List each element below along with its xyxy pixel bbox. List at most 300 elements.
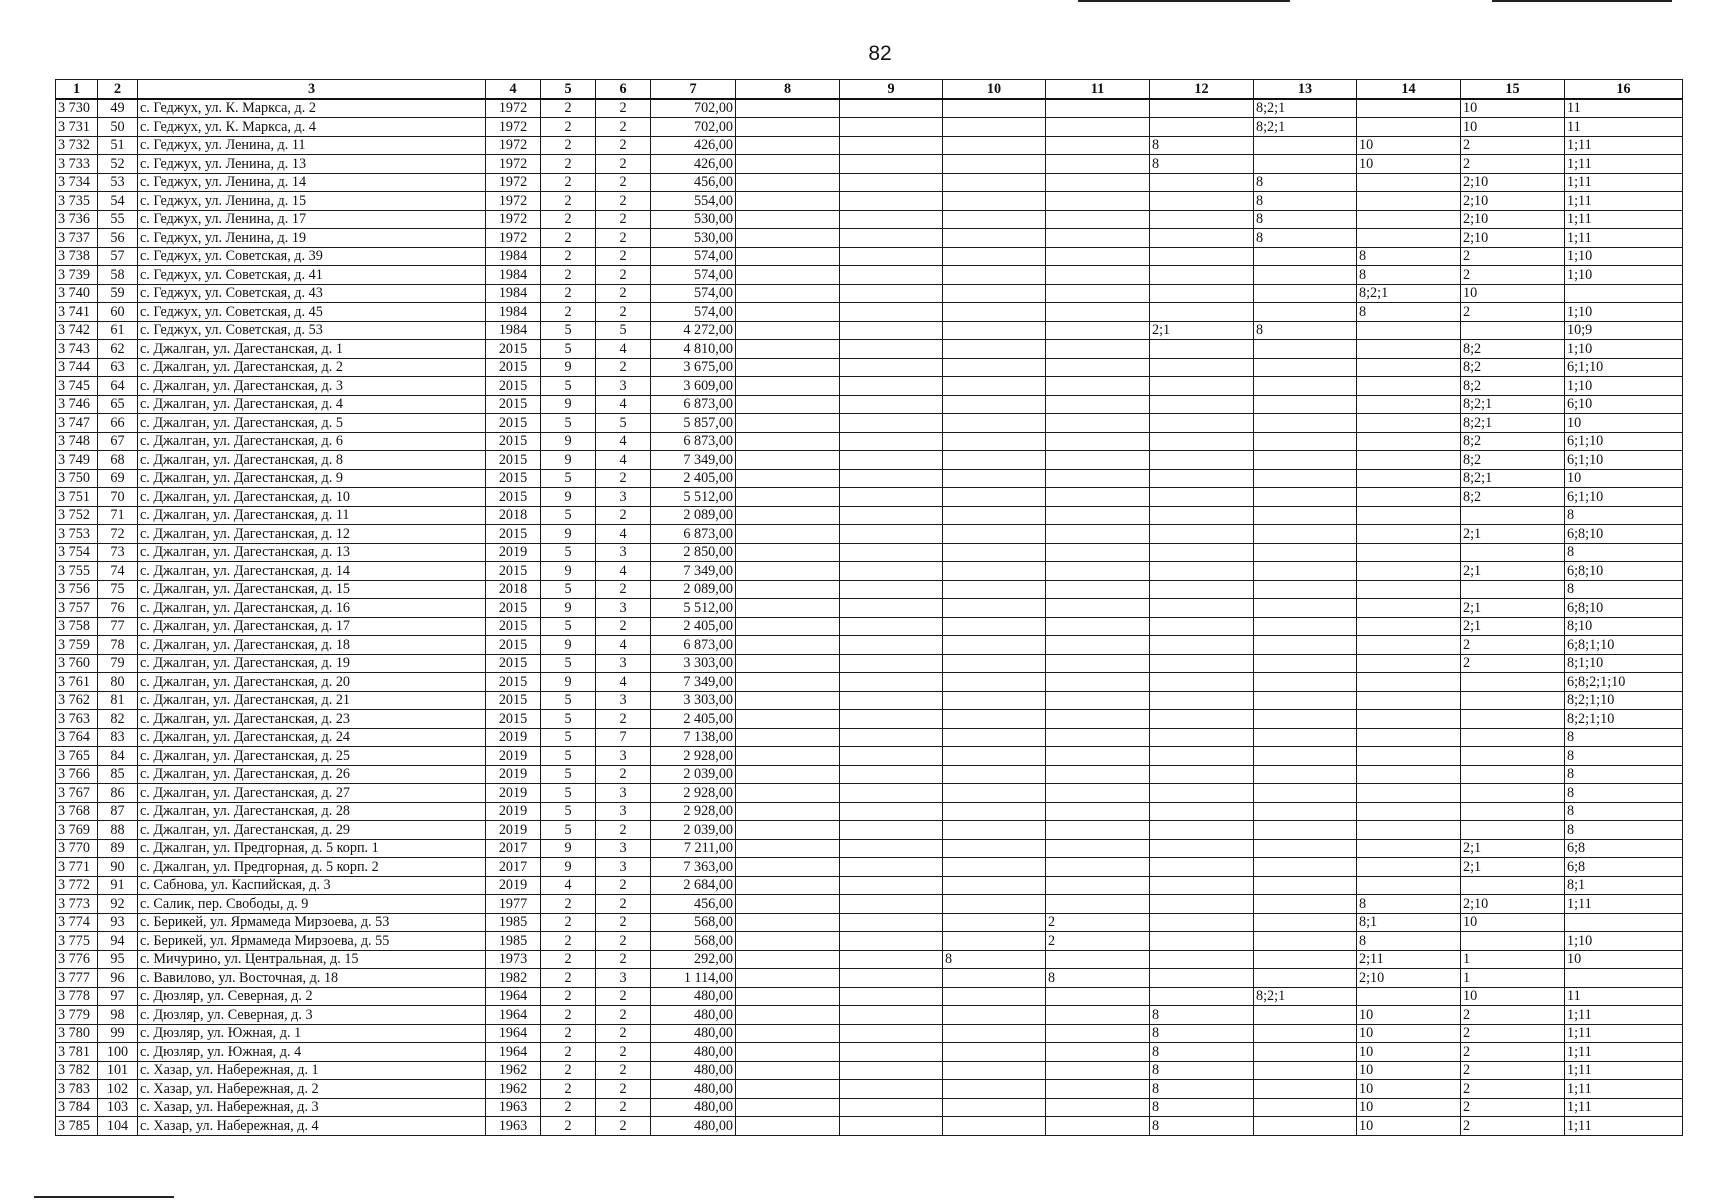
table-cell [1461, 321, 1565, 340]
table-cell [1254, 913, 1357, 932]
table-cell [1357, 617, 1461, 636]
table-cell [1254, 284, 1357, 303]
table-row [56, 599, 1683, 618]
table-cell [1046, 876, 1150, 895]
table-cell: 5 [541, 377, 596, 396]
table-cell: 3 [596, 654, 651, 673]
table-cell: 8;2 [1461, 488, 1565, 507]
table-cell [1357, 562, 1461, 581]
table-cell [1150, 377, 1254, 396]
table-cell [840, 876, 943, 895]
table-cell: с. Джалган, ул. Дагестанская, д. 16 [138, 599, 486, 618]
table-cell: 54 [98, 192, 138, 211]
table-cell [1150, 173, 1254, 192]
table-cell [1254, 821, 1357, 840]
table-cell: 6;10 [1565, 395, 1683, 414]
table-cell [943, 876, 1046, 895]
table-cell: 2015 [486, 710, 541, 729]
table-cell: 4 [596, 432, 651, 451]
table-cell: 4 272,00 [651, 321, 736, 340]
table-cell [1254, 858, 1357, 877]
table-cell: 97 [98, 987, 138, 1006]
table-cell: 10 [1357, 1117, 1461, 1136]
table-cell [736, 1061, 840, 1080]
table-cell [1254, 488, 1357, 507]
table-row [56, 303, 1683, 322]
table-cell: 3 759 [56, 636, 98, 655]
table-cell: 4 810,00 [651, 340, 736, 359]
table-cell [1357, 229, 1461, 248]
table-cell: 10 [1565, 414, 1683, 433]
table-cell [840, 1061, 943, 1080]
table-cell: 2 [541, 1006, 596, 1025]
table-cell: 2 [596, 1006, 651, 1025]
table-cell [1254, 895, 1357, 914]
table-cell: 1972 [486, 155, 541, 174]
table-row [56, 913, 1683, 932]
table-cell: 1;10 [1565, 932, 1683, 951]
table-cell: 1972 [486, 99, 541, 118]
table-cell: 3 773 [56, 895, 98, 914]
table-cell: 9 [541, 636, 596, 655]
table-cell [736, 858, 840, 877]
table-cell [943, 839, 1046, 858]
table-row [56, 821, 1683, 840]
table-cell: 8 [1150, 1024, 1254, 1043]
table-row [56, 858, 1683, 877]
table-cell: 2 [541, 118, 596, 137]
table-row [56, 1117, 1683, 1136]
table-cell [736, 932, 840, 951]
table-cell: 8 [1254, 173, 1357, 192]
table-cell [1461, 747, 1565, 766]
table-cell [943, 691, 1046, 710]
table-cell: 57 [98, 247, 138, 266]
table-cell: 3 772 [56, 876, 98, 895]
table-cell [736, 377, 840, 396]
table-cell: 3 732 [56, 136, 98, 155]
table-cell [840, 765, 943, 784]
table-cell: 2015 [486, 673, 541, 692]
table-cell: 3 [596, 691, 651, 710]
table-cell [943, 210, 1046, 229]
table-cell [1461, 543, 1565, 562]
table-cell: 2;10 [1461, 895, 1565, 914]
table-cell: 7 363,00 [651, 858, 736, 877]
table-cell: 2;1 [1461, 617, 1565, 636]
table-cell [1046, 118, 1150, 137]
table-cell: с. Джалган, ул. Дагестанская, д. 3 [138, 377, 486, 396]
table-cell: 10 [1357, 155, 1461, 174]
table-cell: 1964 [486, 1006, 541, 1025]
table-cell [1357, 173, 1461, 192]
table-cell: 72 [98, 525, 138, 544]
table-cell: 574,00 [651, 266, 736, 285]
table-cell [1046, 636, 1150, 655]
table-cell: 102 [98, 1080, 138, 1099]
table-cell: 1;11 [1565, 895, 1683, 914]
table-cell: 3 303,00 [651, 654, 736, 673]
table-cell [943, 358, 1046, 377]
table-cell: 3 [596, 747, 651, 766]
table-cell [1357, 654, 1461, 673]
table-cell: 2 405,00 [651, 710, 736, 729]
table-cell: 6;1;10 [1565, 451, 1683, 470]
table-cell: 6 873,00 [651, 432, 736, 451]
table-cell: 2 [596, 876, 651, 895]
table-cell: с. Берикей, ул. Ярмамеда Мирзоева, д. 53 [138, 913, 486, 932]
table-cell [1461, 821, 1565, 840]
table-cell: 6;8 [1565, 858, 1683, 877]
table-cell: 1;10 [1565, 247, 1683, 266]
table-cell: 1985 [486, 913, 541, 932]
table-cell: 8 [1254, 229, 1357, 248]
table-cell: 2 [541, 284, 596, 303]
table-cell: 2 [596, 950, 651, 969]
table-cell [1150, 673, 1254, 692]
table-cell [1357, 673, 1461, 692]
table-cell: 4 [596, 562, 651, 581]
table-cell: 2 [541, 1043, 596, 1062]
table-cell: 8 [1565, 765, 1683, 784]
table-cell [1254, 506, 1357, 525]
table-cell [840, 987, 943, 1006]
table-cell [840, 1098, 943, 1117]
table-cell [1150, 728, 1254, 747]
table-cell [1254, 747, 1357, 766]
table-cell [736, 895, 840, 914]
table-body [56, 99, 1683, 1136]
table-cell: 2 [1461, 247, 1565, 266]
table-cell [1150, 580, 1254, 599]
table-cell [1254, 673, 1357, 692]
table-cell: с. Геджух, ул. Ленина, д. 13 [138, 155, 486, 174]
table-cell [1254, 728, 1357, 747]
table-cell: с. Джалган, ул. Дагестанская, д. 4 [138, 395, 486, 414]
table-cell: 480,00 [651, 1006, 736, 1025]
table-cell: 2 [1461, 136, 1565, 155]
table-cell: 1984 [486, 321, 541, 340]
table-cell: 3 [596, 969, 651, 988]
table-cell [1046, 617, 1150, 636]
column-header: 9 [840, 80, 943, 99]
table-cell: 1;11 [1565, 1117, 1683, 1136]
table-cell [840, 525, 943, 544]
table-cell: 10 [1461, 913, 1565, 932]
column-header: 4 [486, 80, 541, 99]
table-cell: 2 928,00 [651, 784, 736, 803]
table-cell [1254, 580, 1357, 599]
table-cell: 8 [1565, 728, 1683, 747]
table-cell: 56 [98, 229, 138, 248]
table-cell [943, 1006, 1046, 1025]
table-row [56, 654, 1683, 673]
table-cell: с. Джалган, ул. Дагестанская, д. 10 [138, 488, 486, 507]
table-cell [1357, 432, 1461, 451]
table-cell [1461, 876, 1565, 895]
table-cell: с. Джалган, ул. Дагестанская, д. 19 [138, 654, 486, 673]
table-cell [1046, 1043, 1150, 1062]
table-cell: 2 405,00 [651, 469, 736, 488]
table-cell: 70 [98, 488, 138, 507]
table-cell: 2015 [486, 469, 541, 488]
table-cell: 5 [541, 691, 596, 710]
table-cell: 2 [596, 1061, 651, 1080]
table-cell [1150, 469, 1254, 488]
table-cell [1150, 617, 1254, 636]
table-cell: с. Джалган, ул. Дагестанская, д. 6 [138, 432, 486, 451]
table-cell [943, 636, 1046, 655]
table-cell: 9 [541, 395, 596, 414]
table-cell: 10 [1357, 136, 1461, 155]
table-cell [1150, 284, 1254, 303]
table-cell [736, 580, 840, 599]
table-cell [943, 895, 1046, 914]
table-cell: 2 [1461, 1024, 1565, 1043]
table-cell [840, 932, 943, 951]
table-cell: 1962 [486, 1061, 541, 1080]
table-cell [840, 1006, 943, 1025]
table-cell [1254, 303, 1357, 322]
table-cell [1150, 451, 1254, 470]
table-cell [1254, 432, 1357, 451]
table-cell: 3 768 [56, 802, 98, 821]
table-cell: 3 764 [56, 728, 98, 747]
column-header: 14 [1357, 80, 1461, 99]
table-cell: 11 [1565, 118, 1683, 137]
table-cell [840, 506, 943, 525]
table-cell: 3 730 [56, 99, 98, 118]
table-cell: с. Джалган, ул. Дагестанская, д. 24 [138, 728, 486, 747]
table-cell: 5 [541, 747, 596, 766]
table-cell: 2;1 [1461, 562, 1565, 581]
table-cell: 3 755 [56, 562, 98, 581]
table-cell [1046, 1098, 1150, 1117]
table-cell: 2 405,00 [651, 617, 736, 636]
table-cell: 87 [98, 802, 138, 821]
table-cell: 2018 [486, 580, 541, 599]
table-cell: 8 [1046, 969, 1150, 988]
table-cell: 2 [596, 913, 651, 932]
table-cell: 3 763 [56, 710, 98, 729]
table-cell: 3 761 [56, 673, 98, 692]
table-cell: 1964 [486, 1043, 541, 1062]
table-cell [943, 969, 1046, 988]
table-cell [1150, 821, 1254, 840]
table-cell [1150, 210, 1254, 229]
table-cell [736, 395, 840, 414]
table-cell: 2015 [486, 636, 541, 655]
table-cell [1150, 340, 1254, 359]
table-cell [1357, 395, 1461, 414]
table-cell [1046, 765, 1150, 784]
table-cell: 1984 [486, 247, 541, 266]
table-cell: 2 [596, 136, 651, 155]
table-row [56, 1006, 1683, 1025]
table-row [56, 284, 1683, 303]
table-cell: 3 [596, 543, 651, 562]
table-cell [736, 543, 840, 562]
table-cell: с. Хазар, ул. Набережная, д. 1 [138, 1061, 486, 1080]
table-cell [943, 765, 1046, 784]
table-cell [840, 784, 943, 803]
table-cell [1461, 580, 1565, 599]
table-cell: 426,00 [651, 155, 736, 174]
table-cell: 2015 [486, 488, 541, 507]
table-cell [1357, 451, 1461, 470]
table-cell [840, 432, 943, 451]
table-cell: 8 [943, 950, 1046, 969]
column-header: 10 [943, 80, 1046, 99]
table-cell [736, 99, 840, 118]
table-cell [1254, 950, 1357, 969]
table-cell [1150, 858, 1254, 877]
table-cell [943, 340, 1046, 359]
table-cell: 1972 [486, 229, 541, 248]
table-cell [943, 321, 1046, 340]
table-cell: 2 [596, 506, 651, 525]
table-cell: 5 [541, 617, 596, 636]
table-cell: 2 039,00 [651, 821, 736, 840]
table-cell [840, 451, 943, 470]
table-cell: 2 928,00 [651, 802, 736, 821]
table-cell: 71 [98, 506, 138, 525]
table-cell: 8 [1357, 895, 1461, 914]
table-cell [1254, 1006, 1357, 1025]
table-cell [840, 377, 943, 396]
table-cell: 8 [1565, 784, 1683, 803]
table-cell: 8;1;10 [1565, 654, 1683, 673]
table-cell: с. Джалган, ул. Дагестанская, д. 29 [138, 821, 486, 840]
table-cell: 8 [1150, 1006, 1254, 1025]
table-cell [1046, 451, 1150, 470]
table-cell: 3 784 [56, 1098, 98, 1117]
table-cell: 10 [1565, 469, 1683, 488]
table-row [56, 673, 1683, 692]
table-cell: 8;1 [1357, 913, 1461, 932]
table-cell [736, 654, 840, 673]
table-cell: 5 [541, 802, 596, 821]
table-cell [1150, 895, 1254, 914]
table-cell [1150, 913, 1254, 932]
table-cell [1357, 636, 1461, 655]
table-cell: 3 765 [56, 747, 98, 766]
table-cell [1254, 1043, 1357, 1062]
table-cell: 2015 [486, 562, 541, 581]
table-header-row [56, 80, 1683, 99]
table-cell [1150, 710, 1254, 729]
table-cell: с. Джалган, ул. Дагестанская, д. 18 [138, 636, 486, 655]
table-cell: 73 [98, 543, 138, 562]
table-cell: 2 [1461, 1117, 1565, 1136]
table-cell: 1;11 [1565, 210, 1683, 229]
table-cell [736, 1043, 840, 1062]
table-cell: с. Джалган, ул. Дагестанская, д. 11 [138, 506, 486, 525]
table-cell [1046, 1006, 1150, 1025]
table-cell: 2015 [486, 599, 541, 618]
table-cell [1046, 1061, 1150, 1080]
table-cell [1254, 1098, 1357, 1117]
table-cell: 1985 [486, 932, 541, 951]
table-cell: 2 [1046, 932, 1150, 951]
table-cell [736, 784, 840, 803]
table-cell: 5 [541, 784, 596, 803]
table-cell: 2 [596, 118, 651, 137]
table-cell: с. Джалган, ул. Дагестанская, д. 9 [138, 469, 486, 488]
table-cell [1461, 506, 1565, 525]
table-cell [1357, 821, 1461, 840]
table-cell [943, 858, 1046, 877]
table-cell: 8 [1254, 321, 1357, 340]
table-cell: 6;8;10 [1565, 525, 1683, 544]
table-cell [840, 321, 943, 340]
table-cell: 2 [541, 1024, 596, 1043]
table-cell [1254, 765, 1357, 784]
table-cell: 2 [596, 155, 651, 174]
table-cell: 1 [1461, 969, 1565, 988]
table-cell [1357, 488, 1461, 507]
table-cell [840, 303, 943, 322]
table-cell [736, 340, 840, 359]
table-cell: 2 [596, 580, 651, 599]
table-cell [1461, 673, 1565, 692]
table-cell: с. Мичурино, ул. Центральная, д. 15 [138, 950, 486, 969]
column-header: 13 [1254, 80, 1357, 99]
table-cell: 89 [98, 839, 138, 858]
table-cell [1254, 802, 1357, 821]
table-row [56, 340, 1683, 359]
table-cell [1150, 303, 1254, 322]
table-cell [840, 488, 943, 507]
table-cell: 5 857,00 [651, 414, 736, 433]
table-cell [840, 913, 943, 932]
table-cell: 2 [541, 932, 596, 951]
table-cell: 2 [541, 210, 596, 229]
table-cell [943, 247, 1046, 266]
table-cell [943, 654, 1046, 673]
table-cell: 3 770 [56, 839, 98, 858]
table-cell [1046, 155, 1150, 174]
table-cell [1254, 617, 1357, 636]
table-cell: 1963 [486, 1098, 541, 1117]
table-cell [736, 506, 840, 525]
table-cell [736, 432, 840, 451]
table-cell [840, 118, 943, 137]
table-cell: 9 [541, 839, 596, 858]
table-cell [1150, 247, 1254, 266]
table-cell: 81 [98, 691, 138, 710]
table-cell [943, 192, 1046, 211]
table-cell: с. Джалган, ул. Дагестанская, д. 15 [138, 580, 486, 599]
table-cell [840, 395, 943, 414]
table-cell: 2;1 [1461, 839, 1565, 858]
table-cell: 8;1 [1565, 876, 1683, 895]
table-cell: 8 [1565, 747, 1683, 766]
table-cell: 65 [98, 395, 138, 414]
table-cell [943, 913, 1046, 932]
column-header: 15 [1461, 80, 1565, 99]
table-cell: 8 [1565, 802, 1683, 821]
table-cell [1150, 747, 1254, 766]
table-cell: 2 [541, 969, 596, 988]
table-cell [1046, 506, 1150, 525]
table-cell: 83 [98, 728, 138, 747]
table-cell [1046, 1117, 1150, 1136]
table-row [56, 358, 1683, 377]
table-cell: 2 089,00 [651, 580, 736, 599]
table-cell: 5 [541, 414, 596, 433]
table-cell: 90 [98, 858, 138, 877]
